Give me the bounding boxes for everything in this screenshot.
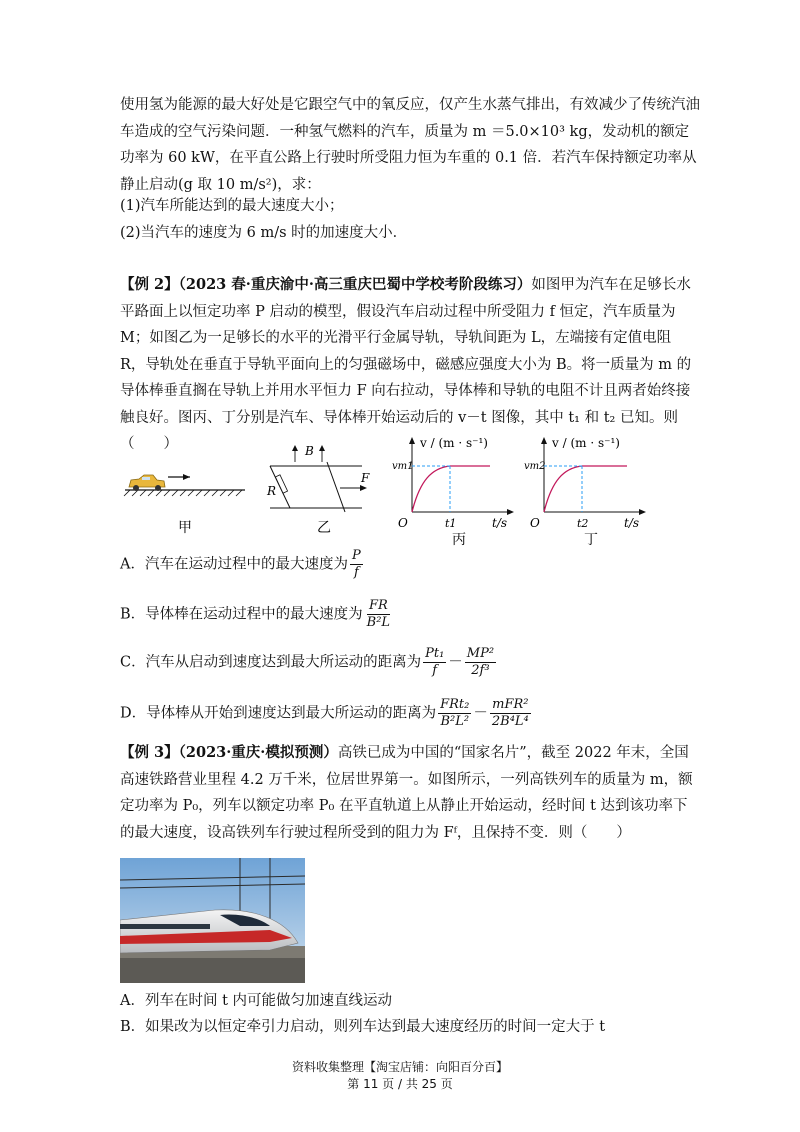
example-3-option-a: A．列车在时间 t 内可能做匀加速直线运动 [120,993,393,1009]
figure-bing-t1: t1 [445,517,457,530]
option-d: D．导体棒从开始到速度达到最大所运动的距离为 $\frac{\text{FRt₂}}{\text{B²L²}}$ － $\frac{\text{mFR²}}{\text{2B⁴L⁴}}$ [120,697,529,729]
figure-yi-R: R [267,484,277,498]
example-2-source: （2023 春·重庆渝中·高三重庆巴蜀中学校考阶段练习） [178,276,532,293]
question-2: (2)当汽车的速度为 6 m/s 时的加速度大小． [120,225,408,241]
figure-yi-label: 乙 [317,520,331,536]
figure-bing-y-axis-label: v / (m · s⁻¹) [420,436,488,450]
option-a-text: A．汽车在运动过程中的最大速度为 [120,556,348,573]
example-3-source: （2023·重庆·模拟预测） [178,744,338,761]
figure-bing-label: 丙 [452,532,466,547]
high-speed-train-photo [120,858,305,983]
example-3-paragraph [120,740,700,846]
figure-yi-F: F [361,471,370,485]
figure-yi [262,440,382,545]
question-1: (1)汽车所能达到的最大速度大小； [120,198,344,214]
option-c: C．汽车从启动到速度达到最大所运动的距离为 $\frac{\text{Pt₁}}{f}$ － $\frac{\text{MP²}}{\text{2f³}}$ [120,646,495,678]
intro-paragraph: 使用氢为能源的最大好处是它跟空气中的氧反应，仅产生水蒸气排出，有效减少了传统汽油车造成的空气污染问题．一种氢气燃料的汽车，质量为 m ＝5.0×10³ kg，发动机的额定功率为 60 kW，在平直公路上行驶时所受阻力恒为车重的 0.1 倍．若汽车保持额定功率从静止启动(g 取 10 m/s²)，求： [120,97,700,193]
figure-bing-chart [390,432,518,547]
figure-bing-x-axis-label: t/s [492,516,508,530]
figure-bing-vm1: vm1 [392,461,414,472]
figure-ding-x-axis-label: t/s [624,516,640,530]
option-a-fraction: $\frac{P}{f}$ [351,548,361,580]
figure-ding-y-axis-label: v / (m · s⁻¹) [552,436,620,450]
figure-ding-chart [522,432,650,547]
option-b [120,598,394,631]
figure-ding-label: 丁 [584,532,598,547]
figure-ding-vm2: vm2 [524,461,546,472]
figure-bing-origin: O [398,516,408,530]
option-b-text: B．导体棒在运动过程中的最大速度为 [120,606,363,623]
example-3-option-b: B．如果改为以恒定牵引力启动，则列车达到最大速度经历的时间一定大于 t [120,1019,606,1035]
figure-ding-t2: t2 [577,517,589,530]
option-a [120,548,365,581]
figure-ding-origin: O [530,516,540,530]
example-2-label: 【例 2】 [120,276,179,293]
example-3-text: 高铁已成为中国的“国家名片”，截至 2022 年末，全国高速铁路营业里程 4.2 万千米，位居世界第一。如图所示，一列高铁列车的质量为 m，额定功率为 P₀，列车以额定功率 P₀ 在平直轨道上从静止开始运动，经时间 t 达到该功率下的最大速度，设高铁列车行驶过程所受到的阻力为 Fᶠ，且保持不变．则（ ） [120,745,693,841]
figure-yi-B: B [305,444,314,458]
example-2-text: 如图甲为汽车在足够长水平路面上以恒定功率 P 启动的模型，假设汽车启动过程中所受阻力 f 恒定，汽车质量为 M；如图乙为一足够长的水平的光滑平行金属导轨，导轨间距为 L，左端接有定值电阻 R，导轨处在垂直于导轨平面向上的匀强磁场中，磁感应强度大小为 B。将一质量为 m 的导体棒垂直搁在导轨上并用水平恒力 F 向右拉动，导体棒和导轨的电阻不计且两者始终接触良好。图丙、丁分别是汽车、导体棒开始运动后的 v－t 图像，其中 t₁ 和 t₂ 已知。则（ ） [120,277,692,452]
figure-jia-label: 甲 [178,520,192,536]
option-d-text: D．导体棒从开始到速度达到最大所运动的距离为 [120,705,437,722]
example-3-label: 【例 3】 [120,744,179,761]
figure-jia [120,440,250,545]
option-b-fraction: $\frac{FR}{\text{B²L}}$ [366,598,391,630]
footer-source: 资料收集整理【淘宝店铺：向阳百分百】 [291,1060,508,1074]
footer-page-number: 第 11 页 / 共 25 页 [347,1077,453,1091]
example-2-paragraph [120,272,700,458]
option-c-text: C．汽车从启动到速度达到最大所运动的距离为 [120,654,422,671]
